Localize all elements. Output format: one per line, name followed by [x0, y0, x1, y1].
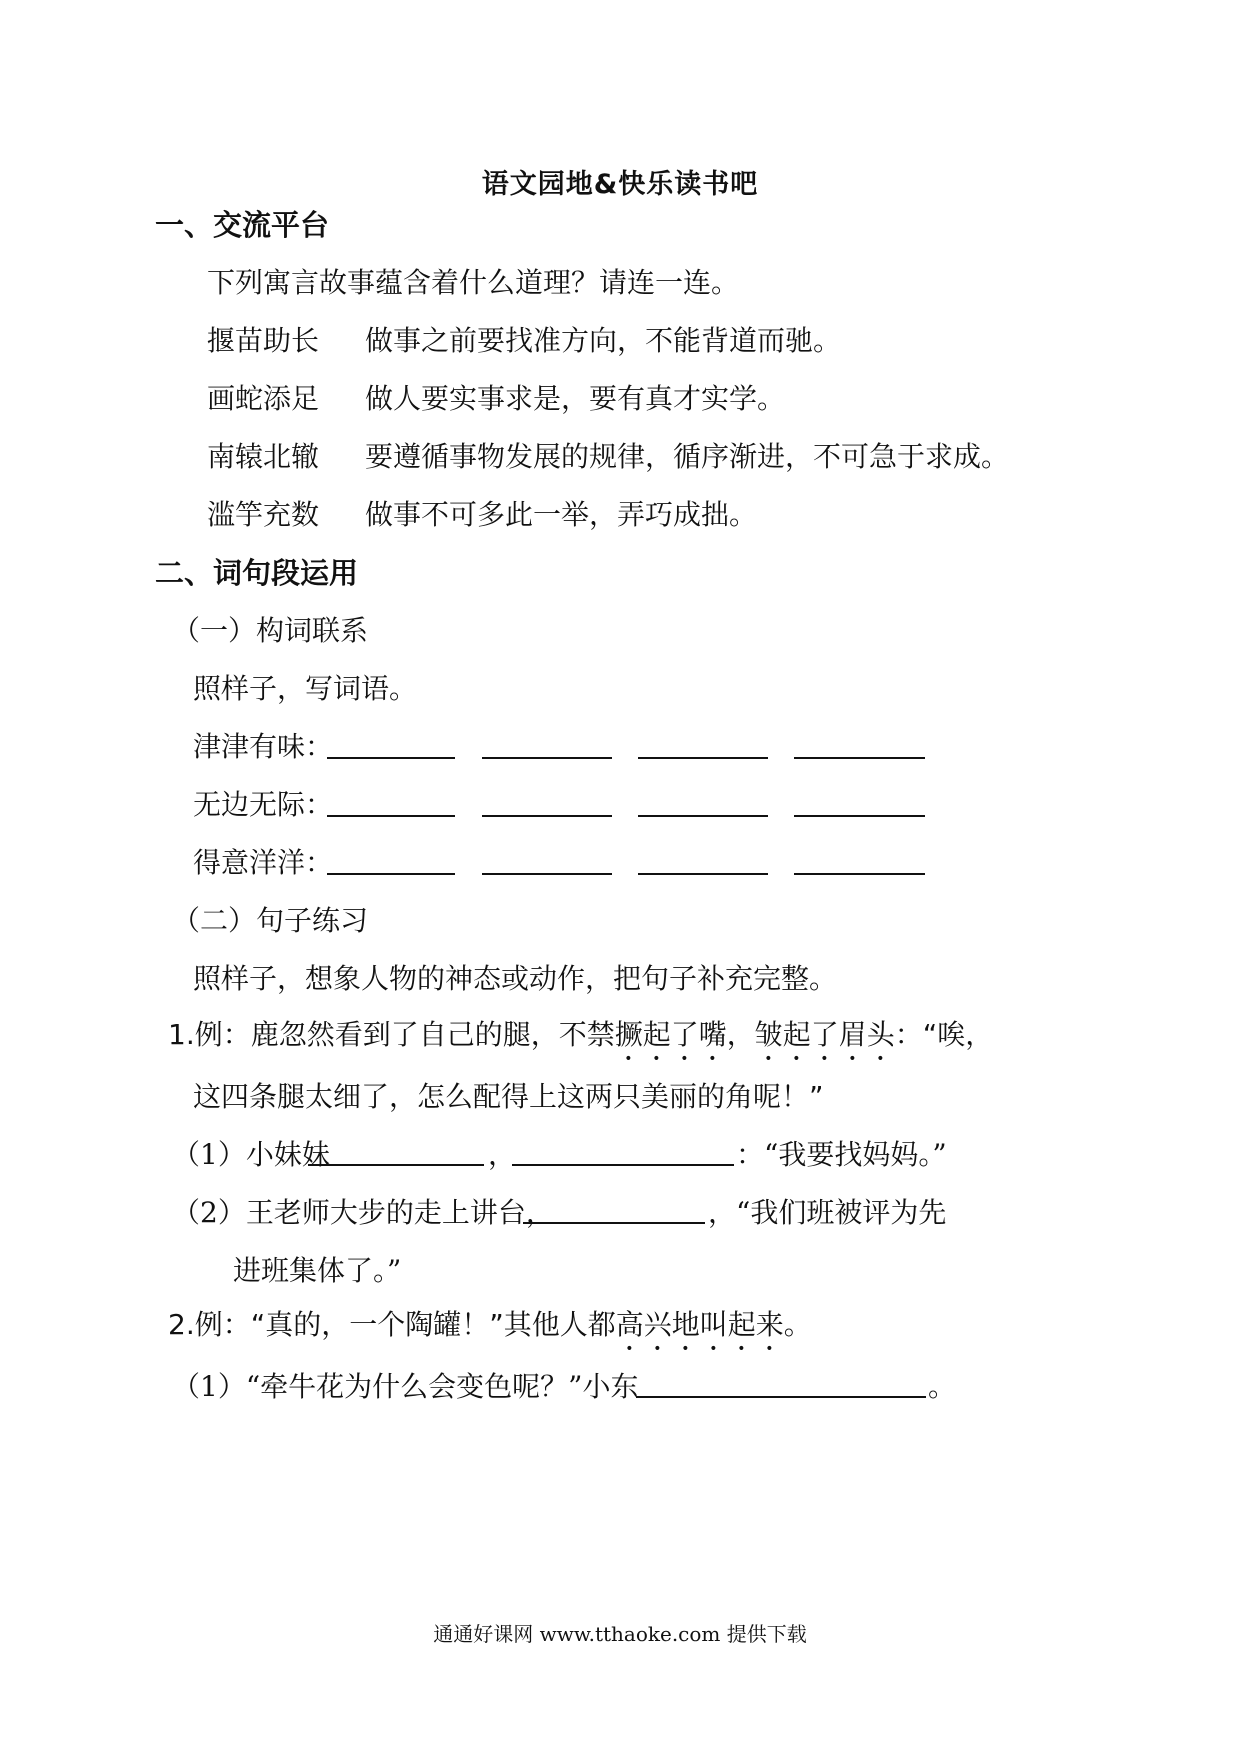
q2-line-2: 进班集体了。” — [233, 1254, 402, 1287]
moral-1: 做事之前要找准方向，不能背道而驰。 — [365, 324, 842, 357]
example-1-line-1 — [168, 1018, 993, 1067]
word-blank[interactable] — [482, 757, 612, 759]
part2-heading: （二）句子练习 — [172, 904, 369, 937]
word-row-2-label: 无边无际： — [193, 788, 334, 821]
page-title: 语文园地&快乐读书吧 — [481, 169, 759, 200]
example-2-prefix: 2.例：“真的，一个陶罐！”其他人都 — [168, 1308, 616, 1341]
q1-blank-2[interactable] — [512, 1164, 734, 1166]
q1-blank-1[interactable] — [308, 1164, 484, 1166]
q3-blank[interactable] — [636, 1396, 926, 1398]
word-blank[interactable] — [794, 815, 925, 817]
example-1-suffix: ：“唉， — [894, 1018, 994, 1051]
q3-suffix: 。 — [928, 1370, 957, 1403]
word-row-3-label: 得意洋洋： — [193, 846, 334, 879]
moral-2: 做人要实事求是，要有真才实学。 — [365, 382, 786, 415]
word-blank[interactable] — [638, 815, 768, 817]
word-blank[interactable] — [482, 815, 612, 817]
section1-heading: 一、交流平台 — [155, 208, 330, 242]
word-blank[interactable] — [638, 757, 768, 759]
page-footer: 通通好课网 www.tthaoke.com 提供下载 — [433, 1622, 807, 1646]
idiom-1: 揠苗助长 — [207, 324, 320, 357]
q3-prefix: （1）“牵牛花为什么会变色呢？”小东 — [172, 1370, 639, 1403]
q2-blank[interactable] — [523, 1222, 705, 1224]
example-2-suffix: 。 — [783, 1308, 812, 1341]
word-blank[interactable] — [794, 757, 925, 759]
word-blank[interactable] — [327, 757, 455, 759]
part1-heading: （一）构词联系 — [172, 614, 369, 647]
idiom-3: 南辕北辙 — [207, 440, 320, 473]
word-blank[interactable] — [327, 873, 455, 875]
q2-prefix: （2）王老师大步的走上讲台， — [172, 1196, 554, 1229]
word-blank[interactable] — [482, 873, 612, 875]
idiom-2: 画蛇添足 — [207, 382, 320, 415]
q2-suffix: ，“我们班被评为先 — [708, 1196, 947, 1229]
example-1-line-2: 这四条腿太细了，怎么配得上这两只美丽的角呢！” — [193, 1080, 824, 1113]
word-blank[interactable] — [794, 873, 925, 875]
moral-3: 要遵循事物发展的规律，循序渐进，不可急于求成。 — [365, 440, 1010, 473]
example-1-comma: ， — [726, 1018, 755, 1051]
section1-instruction: 下列寓言故事蕴含着什么道理？请连一连。 — [207, 266, 740, 299]
idiom-4: 滥竽充数 — [207, 498, 320, 531]
q1-suffix: ：“我要找妈妈。” — [736, 1138, 947, 1171]
section2-heading: 二、词句段运用 — [155, 556, 359, 590]
part1-instruction: 照样子，写词语。 — [193, 672, 418, 705]
word-row-1-label: 津津有味： — [193, 730, 334, 763]
example-2-line — [168, 1308, 812, 1357]
moral-4: 做事不可多此一举，弄巧成拙。 — [365, 498, 758, 531]
word-blank[interactable] — [327, 815, 455, 817]
q1-comma: ， — [488, 1138, 517, 1171]
word-blank[interactable] — [638, 873, 768, 875]
example-1-emphasis-2: 皱起了眉头 — [754, 1018, 895, 1051]
example-1-prefix: 1.例：鹿忽然看到了自己的腿，不禁 — [168, 1018, 615, 1051]
q1-prefix: （1）小妹妹 — [172, 1138, 330, 1171]
example-2-emphasis: 高兴地叫起来 — [615, 1308, 784, 1341]
part2-instruction: 照样子，想象人物的神态或动作，把句子补充完整。 — [193, 962, 838, 995]
example-1-emphasis-1: 撅起了嘴 — [614, 1018, 727, 1051]
